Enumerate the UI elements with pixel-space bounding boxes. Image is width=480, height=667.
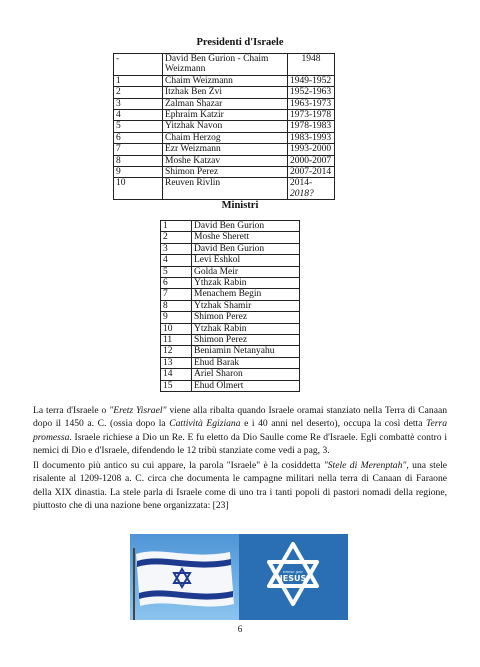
cell-number: 15 (161, 380, 192, 391)
cell-name: Ythzak Rabin (192, 278, 300, 289)
cell-years (288, 98, 335, 109)
years-text: 1973-1978 (290, 110, 332, 121)
cell-number: 6 (161, 278, 192, 289)
table-row (114, 98, 335, 109)
table-row (161, 335, 300, 346)
cell-number: 11 (161, 335, 192, 346)
table-row (161, 289, 300, 300)
table-row (114, 132, 335, 143)
cell-name: Golda Meir (192, 266, 300, 277)
cell-name: Ytzhak Rabin (192, 323, 300, 334)
cell-name: Levi Eshkol (192, 255, 300, 266)
israel-flag-photo (130, 534, 239, 620)
cell-name: Ehud Barak (192, 357, 300, 368)
paragraph-eretz-yisrael (33, 404, 447, 458)
table-row (114, 155, 335, 166)
cell-years (288, 110, 335, 121)
table-row (161, 266, 300, 277)
cell-years (288, 121, 335, 132)
table-row (161, 278, 300, 289)
table-row (114, 121, 335, 132)
cell-years (288, 87, 335, 98)
table-row (114, 110, 335, 121)
text-run-italic: "Eretz Yisrael" (109, 405, 167, 416)
text-run: , una stele risalente al 1209-1208 a. C. circa che documenta le campagne militari nella terra di Canaan di Faraone della XIX dinastia. La stele parla di Israele come di uno tra i tanti popoli di pastori nomadi della regione, piuttosto che di una nazione bene organizzata: [23] (33, 460, 447, 512)
years-text: 1983-1993 (290, 132, 332, 143)
years-italic-text: 2018? (290, 188, 314, 199)
cell-number: 4 (161, 255, 192, 266)
images-strip (130, 534, 348, 620)
years-text: 2014- (290, 178, 313, 189)
years-text: 1978-1983 (290, 121, 332, 132)
cell-name: Shimon Perez (192, 335, 300, 346)
page-number: 6 (237, 624, 243, 634)
table-row (161, 369, 300, 380)
cell-years (288, 155, 335, 166)
text-run: Il documento più antico su cui appare, la parola "Israele" è la cosiddetta (33, 460, 324, 471)
cell-years (288, 132, 335, 143)
cell-name: Ariel Sharon (192, 369, 300, 380)
ministers-heading: Ministri (221, 200, 259, 211)
cell-number: 1 (161, 221, 192, 232)
text-run: . Israele richiese a Dio un Re. E fu eletto da Dio Saulle come Re d'Israele. Egli combattè contro i nemici di Dio e d'Israele, difendendo le 12 tribù stanziate come vedi a pag, 3. (33, 431, 447, 457)
cell-name: Reuven Rivlin (163, 178, 288, 200)
cell-name: Ezr Weizmann (163, 144, 288, 155)
cell-name: Chaim Herzog (163, 132, 288, 143)
text-run-italic: "Stele di Merenptah" (323, 460, 407, 471)
cell-years (288, 75, 335, 86)
cell-name: Menachem Begin (192, 289, 300, 300)
table-row (114, 75, 335, 86)
table-row (161, 323, 300, 334)
cell-number: 5 (161, 266, 192, 277)
cell-number: 4 (114, 110, 163, 121)
table-row (161, 346, 300, 357)
cell-number: 7 (114, 144, 163, 155)
cell-number: 3 (161, 243, 192, 254)
text-run: La terra d'Israele o (33, 405, 110, 416)
presidents-heading: Presidenti d'Israele (196, 37, 284, 48)
ministers-table (160, 220, 300, 392)
cell-name: David Ben Gurion (192, 243, 300, 254)
table-row (114, 54, 335, 76)
cell-name: Moshe Katzav (163, 155, 288, 166)
cell-number: 3 (114, 98, 163, 109)
cell-number: 9 (114, 167, 163, 178)
cell-name: Ytzhak Shamir (192, 300, 300, 311)
cell-number: 2 (161, 232, 192, 243)
years-text: 1952-1963 (290, 87, 332, 98)
years-text: 1949-1952 (290, 75, 332, 86)
cell-number: 13 (161, 357, 192, 368)
cell-name: Itzhak Ben Zvi (163, 87, 288, 98)
table-row (114, 167, 335, 178)
cell-number: 10 (114, 178, 163, 200)
cell-name: Ehud Olmert (192, 380, 300, 391)
table-row (114, 144, 335, 155)
table-row (161, 380, 300, 391)
table-row (114, 178, 335, 200)
cell-years: 1948 (288, 54, 335, 76)
cell-years (288, 144, 335, 155)
text-run-italic: Cattività Egiziana (169, 418, 241, 430)
years-text: 2000-2007 (290, 155, 332, 166)
cell-name: Shimon Perez (192, 312, 300, 323)
star-text: JESUS (279, 574, 307, 583)
cell-years (288, 178, 335, 200)
cell-name: David Ben Gurion - Chaim Weizmann (163, 54, 288, 76)
cell-name: David Ben Gurion (192, 221, 300, 232)
table-row (161, 300, 300, 311)
cell-name: Shimon Perez (163, 167, 288, 178)
cell-number: 9 (161, 312, 192, 323)
text-run: e i 40 anni nel deserto), occupa la così detta (240, 418, 427, 430)
years-text: 2007-2014 (290, 167, 332, 178)
cell-name: Yitzhak Navon (163, 121, 288, 132)
cell-number: 12 (161, 346, 192, 357)
cell-number: 1 (114, 75, 163, 86)
table-row (114, 87, 335, 98)
cell-number: 14 (161, 369, 192, 380)
cell-number: 8 (114, 155, 163, 166)
star-subtext: ישוע המשיח (282, 569, 304, 574)
table-row (161, 312, 300, 323)
table-row (161, 357, 300, 368)
text-run-italic: Terra promessa (33, 418, 448, 443)
table-row (161, 255, 300, 266)
paragraph-stele (33, 459, 447, 513)
cell-number: 10 (161, 323, 192, 334)
years-text: 1963-1973 (290, 98, 332, 109)
table-row (161, 243, 300, 254)
star-of-david-jesus-image (239, 534, 348, 620)
cell-name: Zalman Shazar (163, 98, 288, 109)
cell-years (288, 167, 335, 178)
cell-number: 5 (114, 121, 163, 132)
cell-name: Beniamin Netanyahu (192, 346, 300, 357)
cell-name: Chaim Weizmann (163, 75, 288, 86)
cell-number: 2 (114, 87, 163, 98)
table-row (161, 221, 300, 232)
cell-number: - (114, 54, 163, 76)
presidents-table (113, 53, 335, 200)
cell-number: 7 (161, 289, 192, 300)
text-run: viene alla ribalta quando Israele oramai stanziato nella Terra di Canaan dopo il 1450 a. C. (ossia dopo la (33, 405, 448, 430)
cell-name: Ephraim Katzir (163, 110, 288, 121)
cell-number: 6 (114, 132, 163, 143)
years-text: 1993-2000 (290, 144, 332, 155)
cell-number: 8 (161, 300, 192, 311)
table-row (161, 232, 300, 243)
cell-name: Moshe Sherett (192, 232, 300, 243)
